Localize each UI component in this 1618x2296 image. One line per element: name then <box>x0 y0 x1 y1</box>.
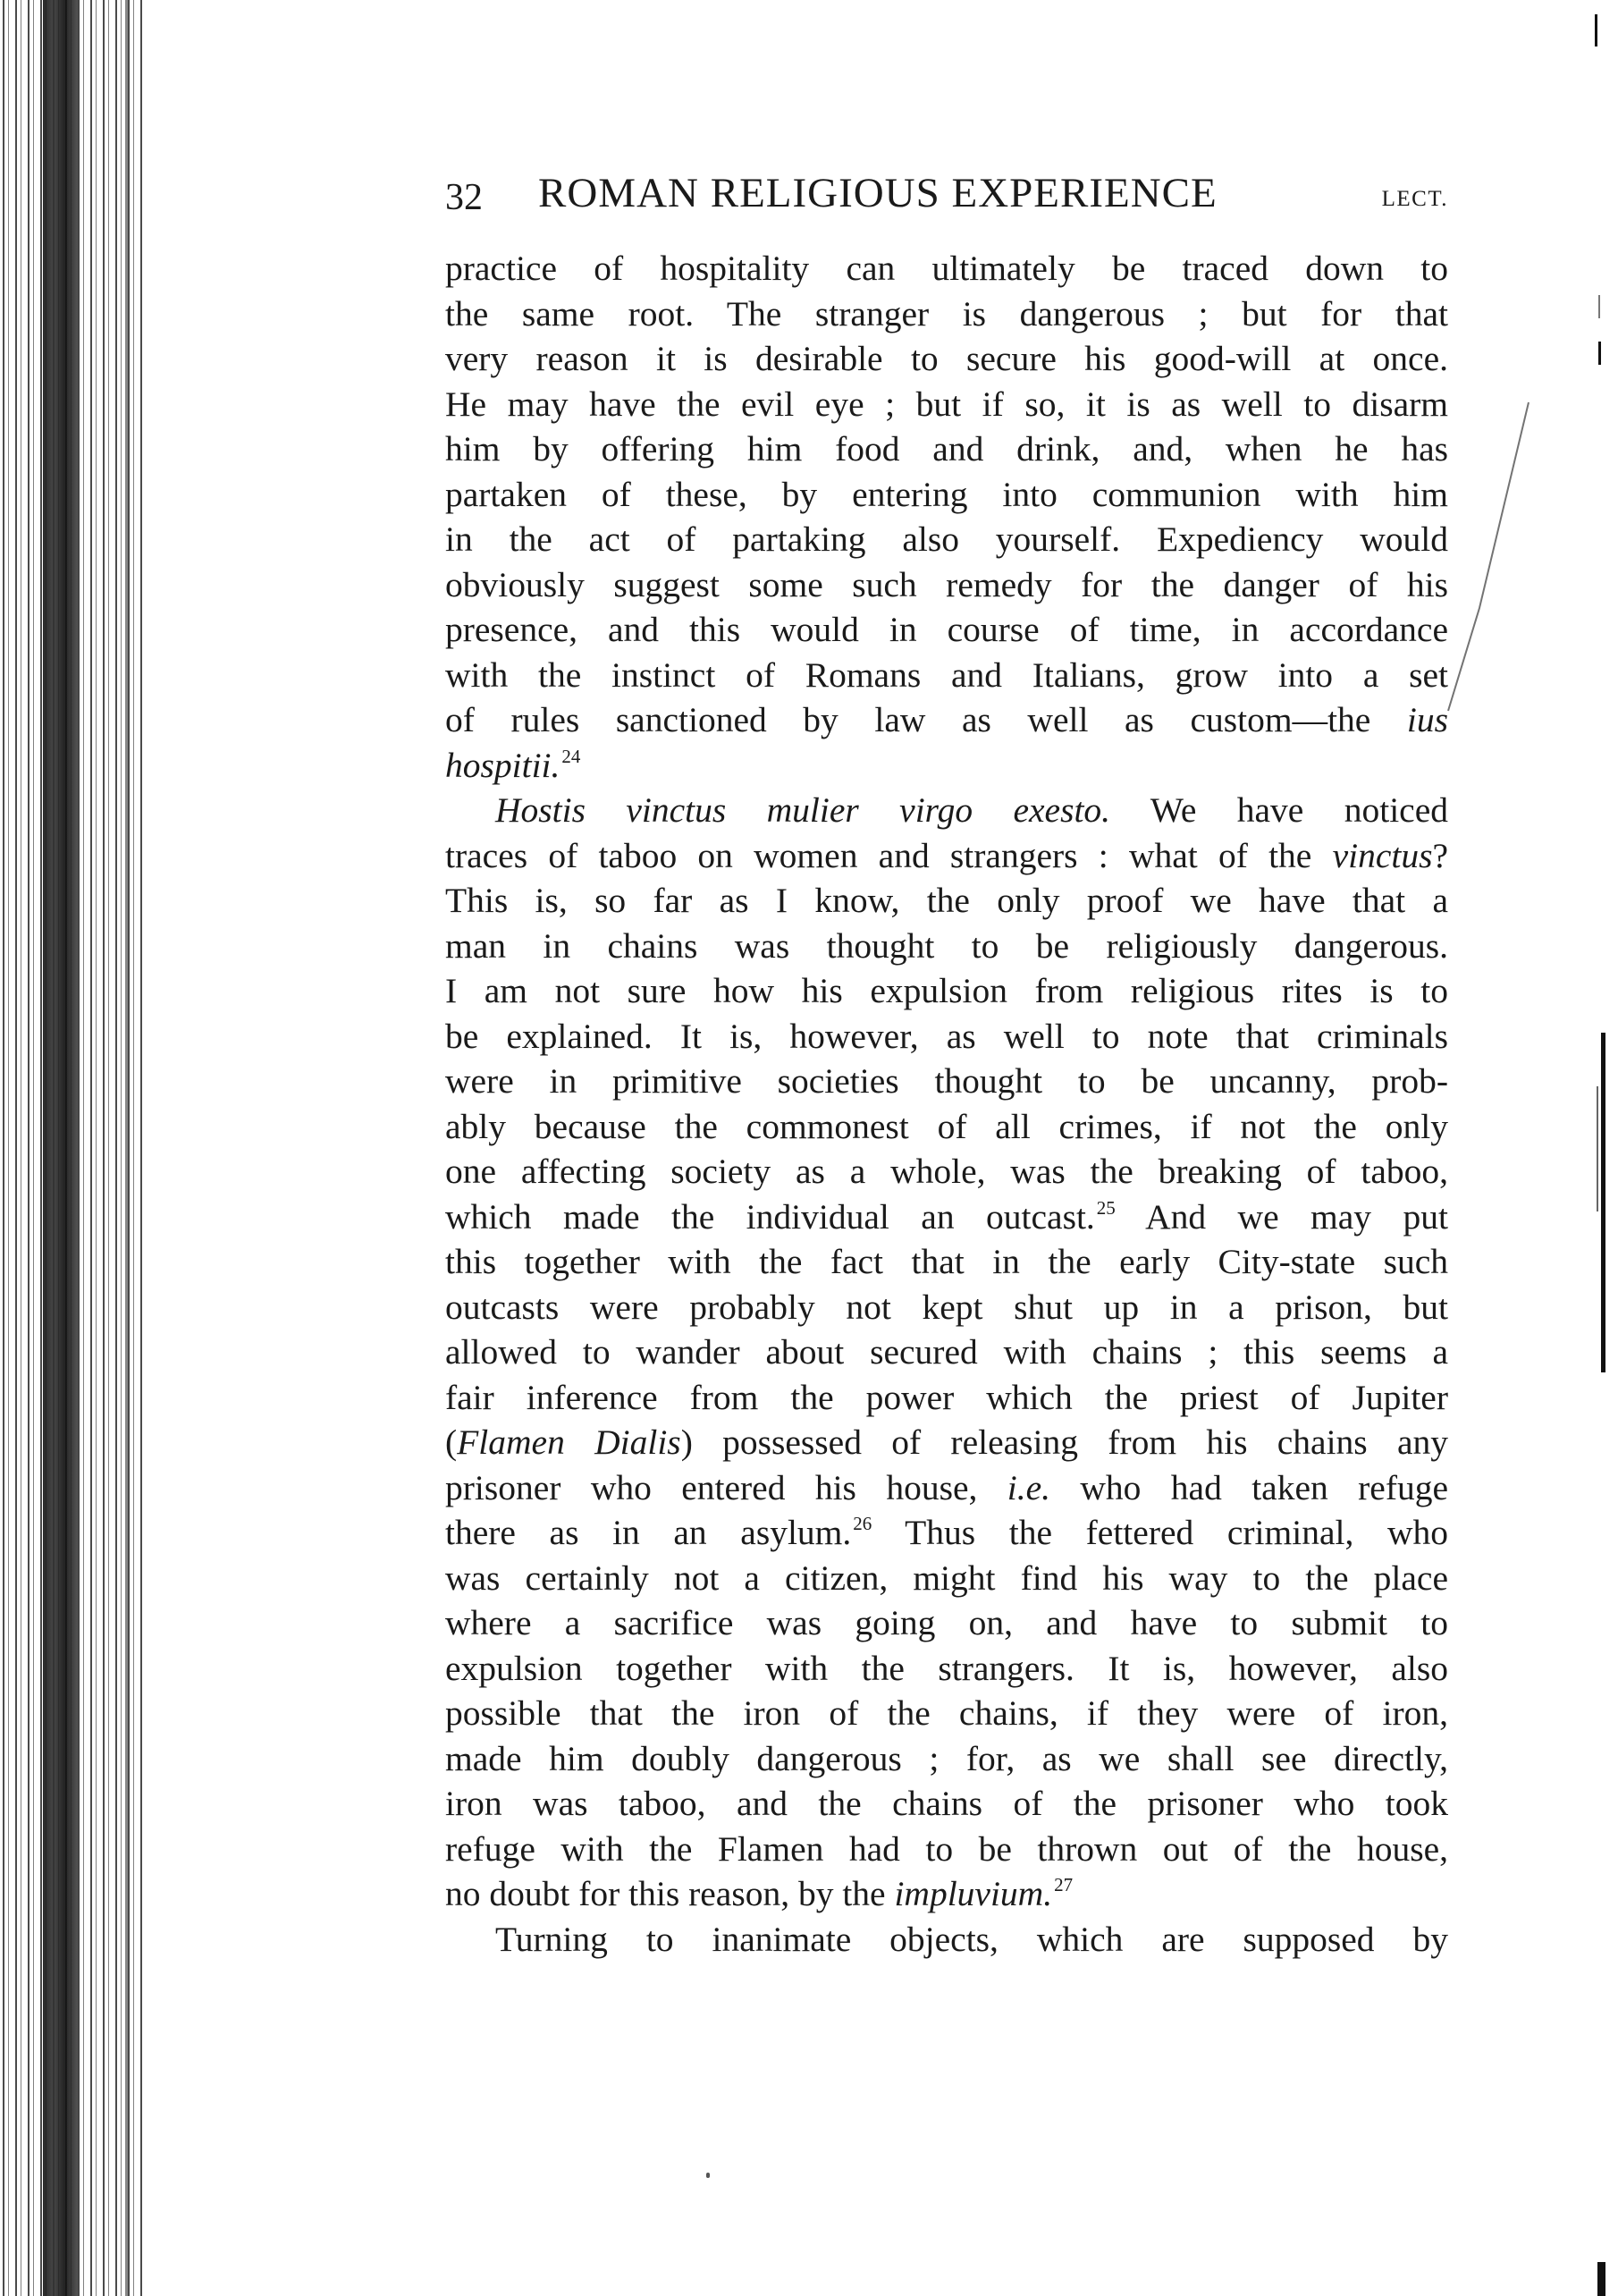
text-segment: iron was taboo, and the chains of the prisoner who took <box>445 1784 1448 1823</box>
text-segment: This is, so far as I know, the only proof we have that a <box>445 881 1448 920</box>
text-line <box>445 1827 1448 1872</box>
text-segment: presence, and this would in course of time, in accordance <box>445 610 1448 649</box>
section-mark: LECT. <box>1381 187 1448 211</box>
text-segment: who had taken refuge <box>1050 1467 1449 1507</box>
text-line <box>445 1465 1448 1511</box>
margin-mark <box>1598 342 1601 365</box>
italic-text: vinctus <box>1332 835 1433 875</box>
text-line <box>445 246 1448 291</box>
running-title: ROMAN RELIGIOUS EXPERIENCE <box>538 170 1218 216</box>
binding-shadow <box>43 0 79 2296</box>
text-segment: be explained. It is, however, as well to note that criminals <box>445 1016 1448 1056</box>
text-line <box>445 788 1448 833</box>
text-line <box>445 1285 1448 1330</box>
text-segment: And we may put <box>1115 1196 1448 1237</box>
text-line <box>445 1420 1448 1465</box>
text-segment: ) possessed of releasing from his chains any <box>680 1422 1449 1462</box>
text-segment: I am not sure how his expulsion from religious rites is to <box>445 971 1448 1010</box>
text-segment: partaken of these, by entering into communion with him <box>445 474 1448 514</box>
text-segment: there as in an asylum. <box>445 1513 852 1552</box>
margin-sideline-faint <box>1597 1086 1598 1211</box>
italic-text: i.e. <box>1007 1467 1050 1507</box>
text-line <box>445 1104 1448 1150</box>
text-segment: one affecting society as a whole, was the breaking of taboo, <box>445 1152 1448 1191</box>
text-line <box>445 1600 1448 1646</box>
text-line <box>445 1375 1448 1421</box>
italic-text: impluvium. <box>894 1874 1053 1913</box>
body-text <box>445 246 1448 1962</box>
text-segment: ? <box>1432 835 1448 875</box>
margin-mark-top <box>1595 14 1597 46</box>
text-segment: were in primitive societies thought to be uncanny, prob- <box>445 1061 1448 1101</box>
text-segment: expulsion together with the strangers. It is, however, also <box>445 1648 1448 1688</box>
text-segment: He may have the evil eye ; but if so, it is as well to disarm <box>445 384 1448 424</box>
text-segment: the same root. The stranger is dangerous ; but for that <box>445 293 1448 333</box>
text-segment: man in chains was thought to be religiously dangerous. <box>445 925 1448 966</box>
italic-text: ius <box>1406 700 1448 739</box>
text-segment: traces of taboo on women and strangers : what of the <box>445 835 1333 875</box>
text-segment: Thus the fettered criminal, who <box>872 1513 1448 1552</box>
text-line <box>445 1059 1448 1104</box>
text-line <box>445 1194 1448 1240</box>
text-line <box>445 426 1448 472</box>
text-segment: possible that the iron of the chains, if they were of iron, <box>445 1693 1448 1733</box>
text-line <box>445 1239 1448 1285</box>
pencil-margin-stroke <box>1444 402 1533 715</box>
text-segment: this together with the fact that in the early City-state such <box>445 1242 1448 1281</box>
text-segment: refuge with the Flamen had to be thrown out of the house, <box>445 1828 1448 1869</box>
text-segment: outcasts were probably not kept shut up in a prison, but <box>445 1287 1448 1327</box>
text-line <box>445 1510 1448 1556</box>
text-line <box>445 1691 1448 1736</box>
margin-mark-bottom <box>1597 2262 1605 2296</box>
text-line <box>445 1736 1448 1782</box>
footnote-ref: 25 <box>1096 1196 1116 1219</box>
text-line <box>445 878 1448 924</box>
text-segment: where a sacrifice was going on, and have to submit to <box>445 1603 1448 1642</box>
text-segment: made him doubly dangerous ; for, as we shall see directly, <box>445 1738 1448 1778</box>
paper-speck <box>706 2173 710 2178</box>
text-line <box>445 1646 1448 1692</box>
text-line <box>445 382 1448 427</box>
text-line <box>445 1781 1448 1827</box>
text-line <box>445 1014 1448 1059</box>
text-segment: ( <box>445 1422 458 1462</box>
text-line <box>445 1917 1448 1963</box>
text-segment: allowed to wander about secured with chains ; this seems a <box>445 1332 1448 1372</box>
footnote-ref: 27 <box>1054 1874 1074 1895</box>
text-line <box>445 1556 1448 1601</box>
text-line <box>445 924 1448 969</box>
text-segment: no doubt for this reason, by the <box>445 1874 895 1913</box>
text-segment: with the instinct of Romans and Italians, grow into a set <box>445 654 1448 695</box>
binding-edge-line <box>125 0 128 2296</box>
footnote-ref: 26 <box>853 1513 872 1534</box>
italic-text: Hostis vinctus mulier virgo exesto. <box>495 790 1111 830</box>
text-line <box>445 1871 1448 1917</box>
text-segment: prisoner who entered his house, <box>445 1467 1007 1507</box>
text-segment: Turning to inanimate objects, which are supposed by <box>495 1919 1448 1959</box>
footnote-ref: 24 <box>561 745 581 767</box>
text-line <box>445 653 1448 698</box>
text-line <box>445 697 1448 743</box>
text-line <box>445 833 1448 879</box>
page-header <box>445 156 1448 246</box>
text-segment: of rules sanctioned by law as well as custom—the <box>445 700 1407 739</box>
text-segment: was certainly not a citizen, might find his way to the place <box>445 1557 1448 1598</box>
text-line <box>445 1329 1448 1375</box>
text-line <box>445 1149 1448 1194</box>
text-line <box>445 562 1448 608</box>
text-line <box>445 291 1448 337</box>
text-line <box>445 336 1448 382</box>
book-page <box>445 156 1448 1962</box>
text-segment: fair inference from the power which the priest of Jupiter <box>445 1377 1448 1417</box>
text-segment: ably because the commonest of all crimes, if not the only <box>445 1106 1448 1146</box>
text-segment: very reason it is desirable to secure his good-will at once. <box>445 339 1448 378</box>
text-line <box>445 743 1448 789</box>
margin-mark <box>1598 295 1600 318</box>
text-segment: which made the individual an outcast. <box>445 1196 1095 1237</box>
text-line <box>445 968 1448 1014</box>
margin-sideline <box>1601 1033 1605 1372</box>
page-number: 32 <box>445 177 483 218</box>
text-segment: obviously suggest some such remedy for the danger of his <box>445 564 1448 604</box>
italic-text: hospitii. <box>445 745 560 785</box>
text-line <box>445 607 1448 653</box>
italic-text: Flamen Dialis <box>457 1422 681 1462</box>
text-segment: We have noticed <box>1110 790 1448 830</box>
text-line <box>445 517 1448 562</box>
text-segment: practice of hospitality can ultimately be traced down to <box>445 249 1448 288</box>
text-segment: in the act of partaking also yourself. Expediency would <box>445 519 1448 559</box>
text-segment: him by offering him food and drink, and, when he has <box>445 429 1448 468</box>
text-line <box>445 472 1448 518</box>
